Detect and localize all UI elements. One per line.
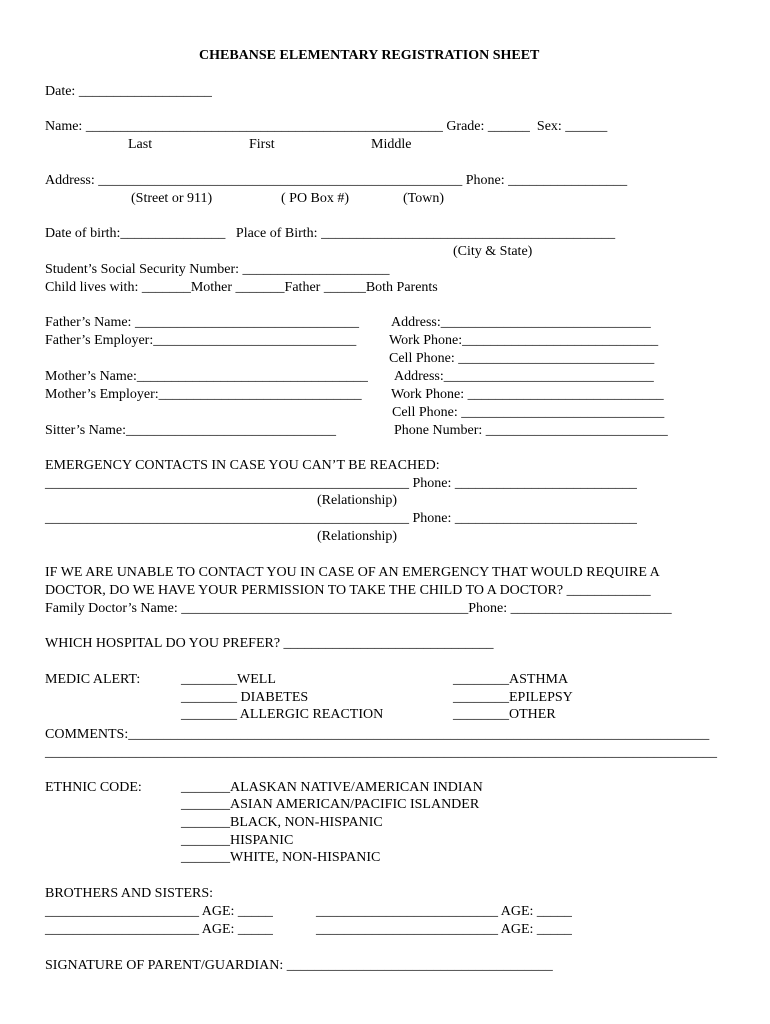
address-pobox-label: ( PO Box #): [281, 191, 350, 206]
medic-allergic-option[interactable]: ________ ALLERGIC REACTION: [181, 707, 384, 722]
date-field[interactable]: Date: ___________________: [45, 84, 212, 99]
name-last-label: Last: [128, 137, 153, 152]
father-name-field[interactable]: Father’s Name: ________________________________: [45, 315, 359, 330]
sibling-3-field[interactable]: ______________________ AGE: _____: [45, 922, 273, 937]
ethnic-hispanic-option[interactable]: _______HISPANIC: [181, 833, 294, 848]
name-first-label: First: [249, 137, 275, 152]
sibling-1-field[interactable]: ______________________ AGE: _____: [45, 904, 273, 919]
emergency-relationship-2: (Relationship): [317, 529, 398, 544]
address-street-label: (Street or 911): [131, 191, 213, 206]
mother-employer-field[interactable]: Mother’s Employer:_____________________________: [45, 387, 362, 402]
family-doctor-field[interactable]: Family Doctor’s Name: _________________________________________Phone: _______________________: [45, 601, 672, 616]
ethnic-black-option[interactable]: _______BLACK, NON-HISPANIC: [181, 815, 383, 830]
father-address-field[interactable]: Address:______________________________: [391, 315, 651, 330]
address-field[interactable]: Address: ____________________________________________________ Phone: _________________: [45, 173, 628, 188]
medic-diabetes-option[interactable]: ________ DIABETES: [181, 690, 309, 705]
address-town-label: (Town): [403, 191, 445, 206]
birthplace-label: (City & State): [453, 244, 533, 259]
mother-cell-phone-field[interactable]: Cell Phone: _____________________________: [392, 405, 665, 420]
father-cell-phone-field[interactable]: Cell Phone: ____________________________: [389, 351, 655, 366]
ethnic-alaskan-option[interactable]: _______ALASKAN NATIVE/AMERICAN INDIAN: [181, 780, 483, 795]
medic-epilepsy-option[interactable]: ________EPILEPSY: [453, 690, 573, 705]
father-work-phone-field[interactable]: Work Phone:____________________________: [389, 333, 659, 348]
sitter-name-field[interactable]: Sitter’s Name:______________________________: [45, 423, 337, 438]
ssn-field[interactable]: Student’s Social Security Number: _____________________: [45, 262, 390, 277]
sibling-2-field[interactable]: __________________________ AGE: _____: [316, 904, 572, 919]
emergency-contact-1[interactable]: ____________________________________________________ Phone: __________________________: [45, 476, 637, 491]
mother-address-field[interactable]: Address:______________________________: [394, 369, 654, 384]
emergency-contact-2[interactable]: ____________________________________________________ Phone: __________________________: [45, 511, 637, 526]
comments-field[interactable]: COMMENTS:___________________________________________________________________________________: [45, 727, 710, 742]
father-employer-field[interactable]: Father’s Employer:_____________________________: [45, 333, 357, 348]
name-middle-label: Middle: [371, 137, 412, 152]
ethnic-white-option[interactable]: _______WHITE, NON-HISPANIC: [181, 850, 381, 865]
comments-field-line-2[interactable]: ________________________________________________________________________________________________: [45, 745, 717, 760]
signature-field[interactable]: SIGNATURE OF PARENT/GUARDIAN: ______________________________________: [45, 958, 553, 973]
ethnic-asian-option[interactable]: _______ASIAN AMERICAN/PACIFIC ISLANDER: [181, 797, 480, 812]
sibling-4-field[interactable]: __________________________ AGE: _____: [316, 922, 572, 937]
medic-well-option[interactable]: ________WELL: [181, 672, 276, 687]
permission-field[interactable]: DOCTOR, DO WE HAVE YOUR PERMISSION TO TAKE THE CHILD TO A DOCTOR? ____________: [45, 583, 651, 598]
mother-name-field[interactable]: Mother’s Name:_________________________________: [45, 369, 368, 384]
lives-with-field[interactable]: Child lives with: _______Mother _______Father ______Both Parents: [45, 280, 438, 295]
hospital-field[interactable]: WHICH HOSPITAL DO YOU PREFER? ______________________________: [45, 636, 494, 651]
siblings-heading: BROTHERS AND SISTERS:: [45, 886, 214, 901]
medic-asthma-option[interactable]: ________ASTHMA: [453, 672, 569, 687]
dob-field[interactable]: Date of birth:_______________ Place of Birth: __________________________________________: [45, 226, 616, 241]
mother-work-phone-field[interactable]: Work Phone: ____________________________: [391, 387, 664, 402]
sitter-phone-field[interactable]: Phone Number: __________________________: [394, 423, 668, 438]
name-field[interactable]: Name: ___________________________________________________ Grade: ______ Sex: ______: [45, 119, 608, 134]
emergency-relationship-1: (Relationship): [317, 493, 398, 508]
medic-other-option[interactable]: ________OTHER: [453, 707, 556, 722]
medic-alert-label: MEDIC ALERT:: [45, 672, 141, 687]
emergency-heading: EMERGENCY CONTACTS IN CASE YOU CAN’T BE REACHED:: [45, 458, 440, 473]
form-title: CHEBANSE ELEMENTARY REGISTRATION SHEET: [199, 48, 540, 63]
permission-text-1: IF WE ARE UNABLE TO CONTACT YOU IN CASE OF AN EMERGENCY THAT WOULD REQUIRE A: [45, 565, 660, 580]
ethnic-code-label: ETHNIC CODE:: [45, 780, 142, 795]
